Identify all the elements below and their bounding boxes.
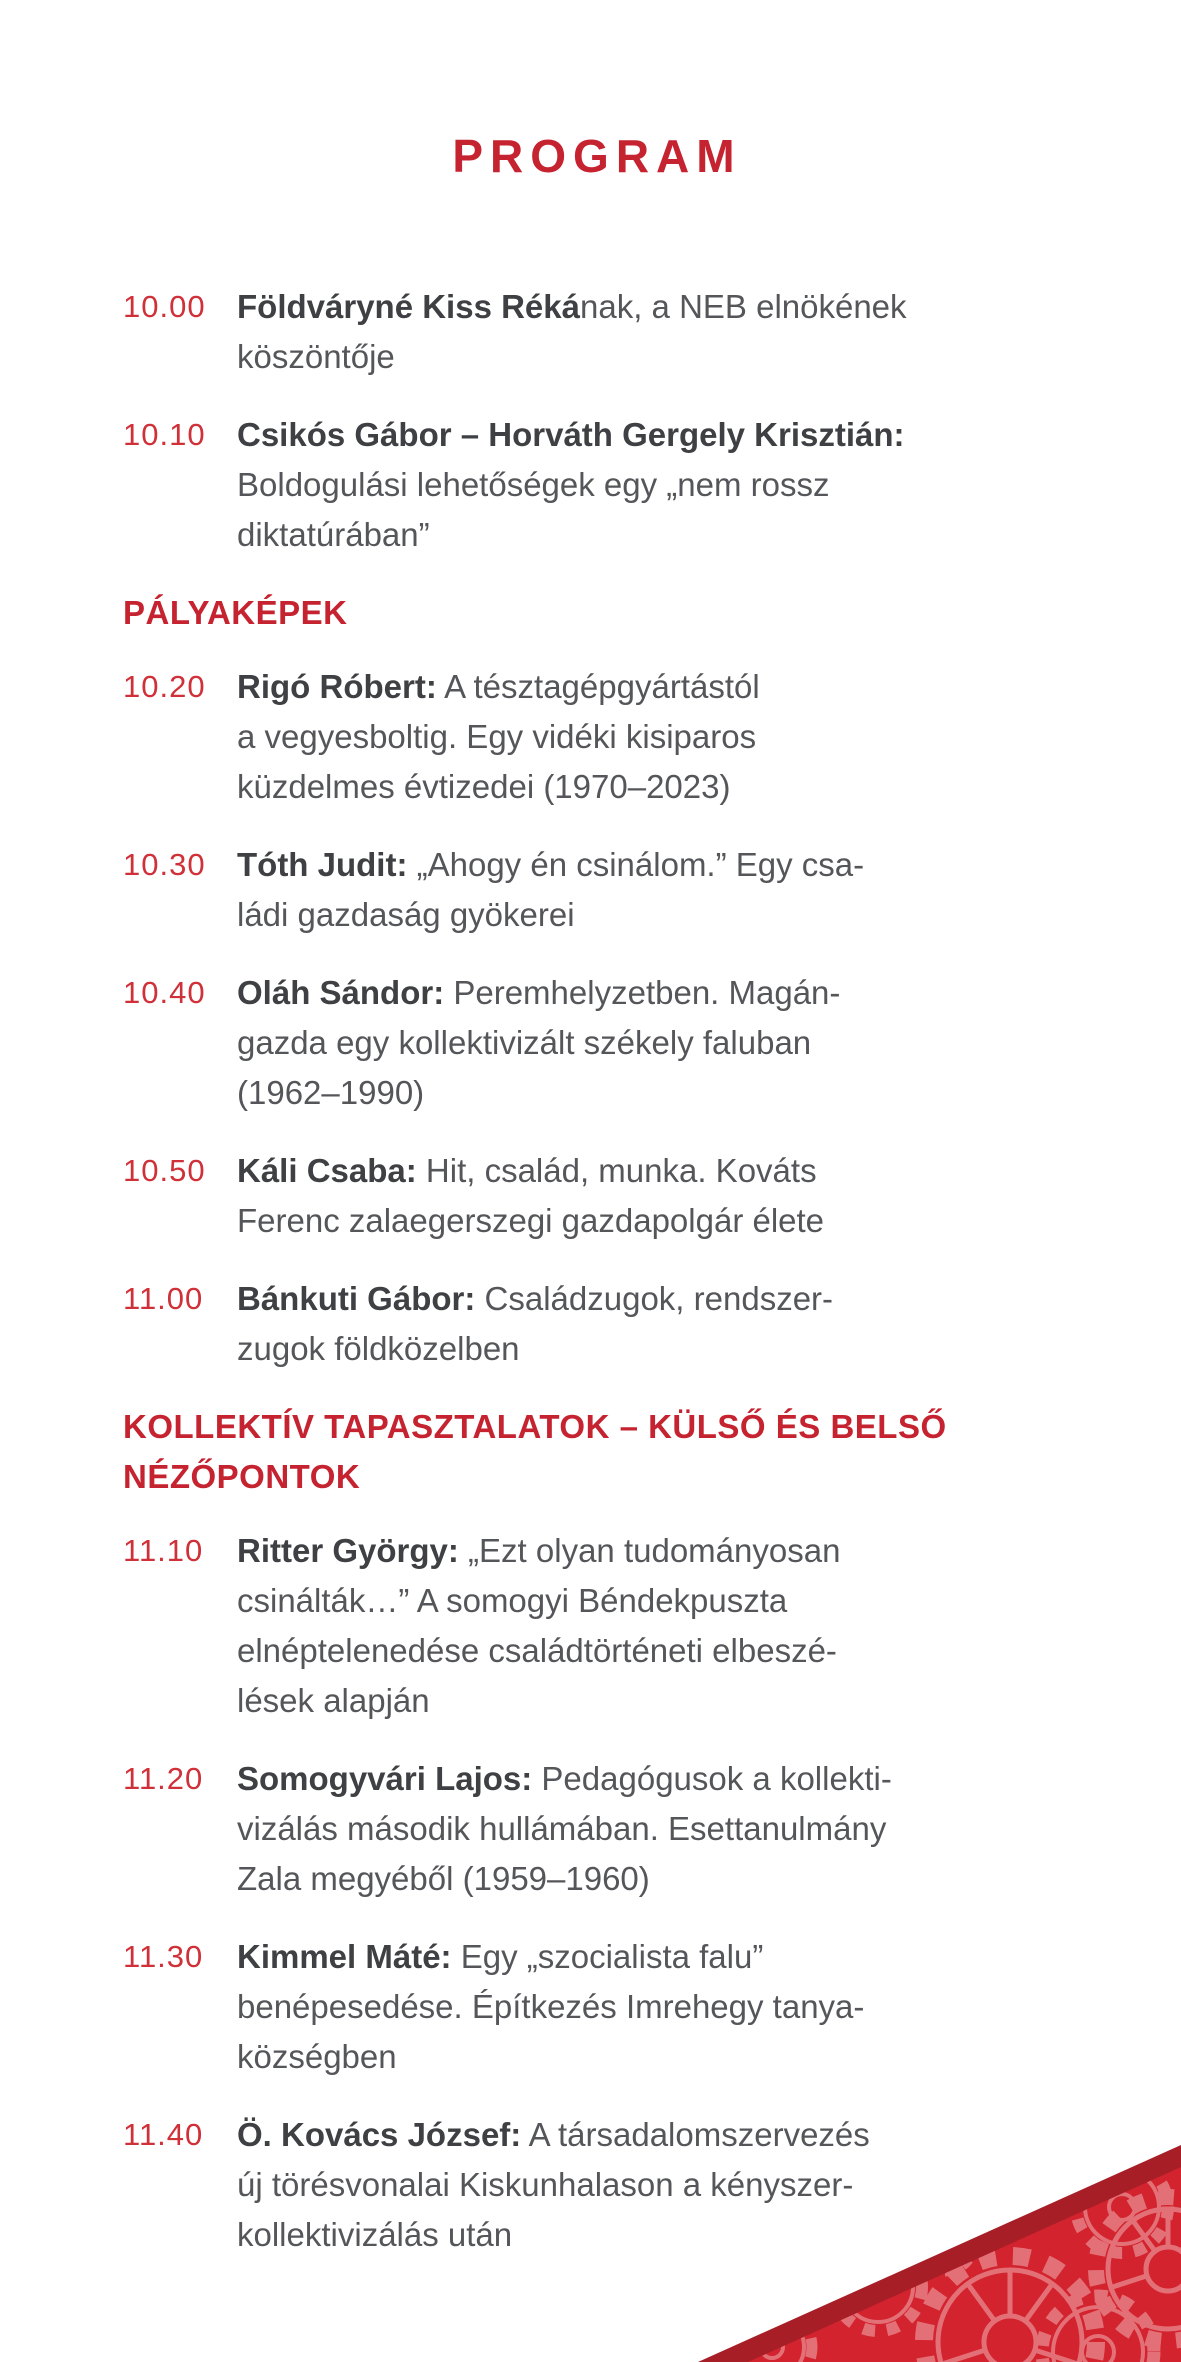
item-text: Rigó Róbert: A tésztagépgyártástól a vegyesboltig. Egy vidéki kisiparos küzdelmes évtizedei (1970–2023) (237, 668, 760, 805)
program-item (123, 1274, 1071, 1374)
item-time: 10.20 (123, 669, 206, 704)
item-time: 11.10 (123, 1533, 204, 1568)
program-item (123, 662, 1071, 812)
item-text: Oláh Sándor: Peremhelyzetben. Magán- gazda egy kollektivizált székely faluban (1962–1990) (237, 974, 841, 1111)
program-item (123, 410, 1071, 560)
program-item (123, 1754, 1071, 1904)
item-time: 11.40 (123, 2117, 204, 2152)
item-text: Tóth Judit: „Ahogy én csinálom.” Egy csa- ládi gazdaság gyökerei (237, 846, 865, 933)
program-item (123, 1146, 1071, 1246)
item-text: Kimmel Máté: Egy „szocialista falu” benépesedése. Építkezés Imrehegy tanya- községben (237, 1938, 865, 2075)
item-time: 10.50 (123, 1153, 206, 1188)
item-text: Bánkuti Gábor: Családzugok, rendszer- zugok földközelben (237, 1280, 834, 1367)
speaker-name: Oláh Sándor: (237, 974, 445, 1011)
item-text: Ritter György: „Ezt olyan tudományosan csinálták…” A somogyi Béndekpuszta elnéptelenedése családtörténeti elbeszé- lések alapján (237, 1532, 841, 1719)
item-time: 10.40 (123, 975, 206, 1010)
item-text: Csikós Gábor – Horváth Gergely Krisztián: Boldogulási lehetőségek egy „nem rossz diktatúrában” (237, 416, 905, 553)
speaker-name: Somogyvári Lajos: (237, 1760, 533, 1797)
program-item (123, 968, 1071, 1118)
program-list (123, 282, 1071, 2260)
program-item (123, 1526, 1071, 1726)
page-title: PROGRAM (452, 130, 742, 182)
program-item (123, 2110, 1071, 2260)
speaker-name: Tóth Judit: (237, 846, 408, 883)
program-item (123, 840, 1071, 940)
item-text: Ö. Kovács József: A társadalomszervezés új törésvonalai Kiskunhalason a kényszer- kollektivizálás után (237, 2116, 870, 2253)
speaker-name: Ritter György: (237, 1532, 459, 1569)
speaker-name: Földváryné Kiss Réká (237, 288, 580, 325)
speaker-name: Káli Csaba: (237, 1152, 417, 1189)
speaker-name: Rigó Róbert: (237, 668, 437, 705)
section-header: KOLLEKTÍV TAPASZTALATOK – KÜLSŐ ÉS BELSŐ NÉZŐPONTOK (123, 1408, 947, 1495)
item-time: 11.20 (123, 1761, 204, 1796)
speaker-name: Csikós Gábor – Horváth Gergely Krisztián: (237, 416, 905, 453)
program-item (123, 1932, 1071, 2082)
item-time: 11.30 (123, 1939, 204, 1974)
speaker-name: Kimmel Máté: (237, 1938, 452, 1975)
item-time: 10.00 (123, 289, 206, 324)
speaker-name: Ö. Kovács József: (237, 2116, 522, 2153)
program-item (123, 282, 1071, 382)
item-text: Somogyvári Lajos: Pedagógusok a kollekti- vizálás második hullámában. Esettanulmány Zala megyéből (1959–1960) (237, 1760, 892, 1897)
section-header: PÁLYAKÉPEK (123, 594, 348, 631)
item-text: Káli Csaba: Hit, család, munka. Kováts Ferenc zalaegerszegi gazdapolgár élete (237, 1152, 825, 1239)
speaker-name: Bánkuti Gábor: (237, 1280, 476, 1317)
item-time: 10.30 (123, 847, 206, 882)
item-time: 11.00 (123, 1281, 204, 1316)
item-text: Földváryné Kiss Rékának, a NEB elnökének köszöntője (237, 288, 907, 375)
item-time: 10.10 (123, 417, 206, 452)
